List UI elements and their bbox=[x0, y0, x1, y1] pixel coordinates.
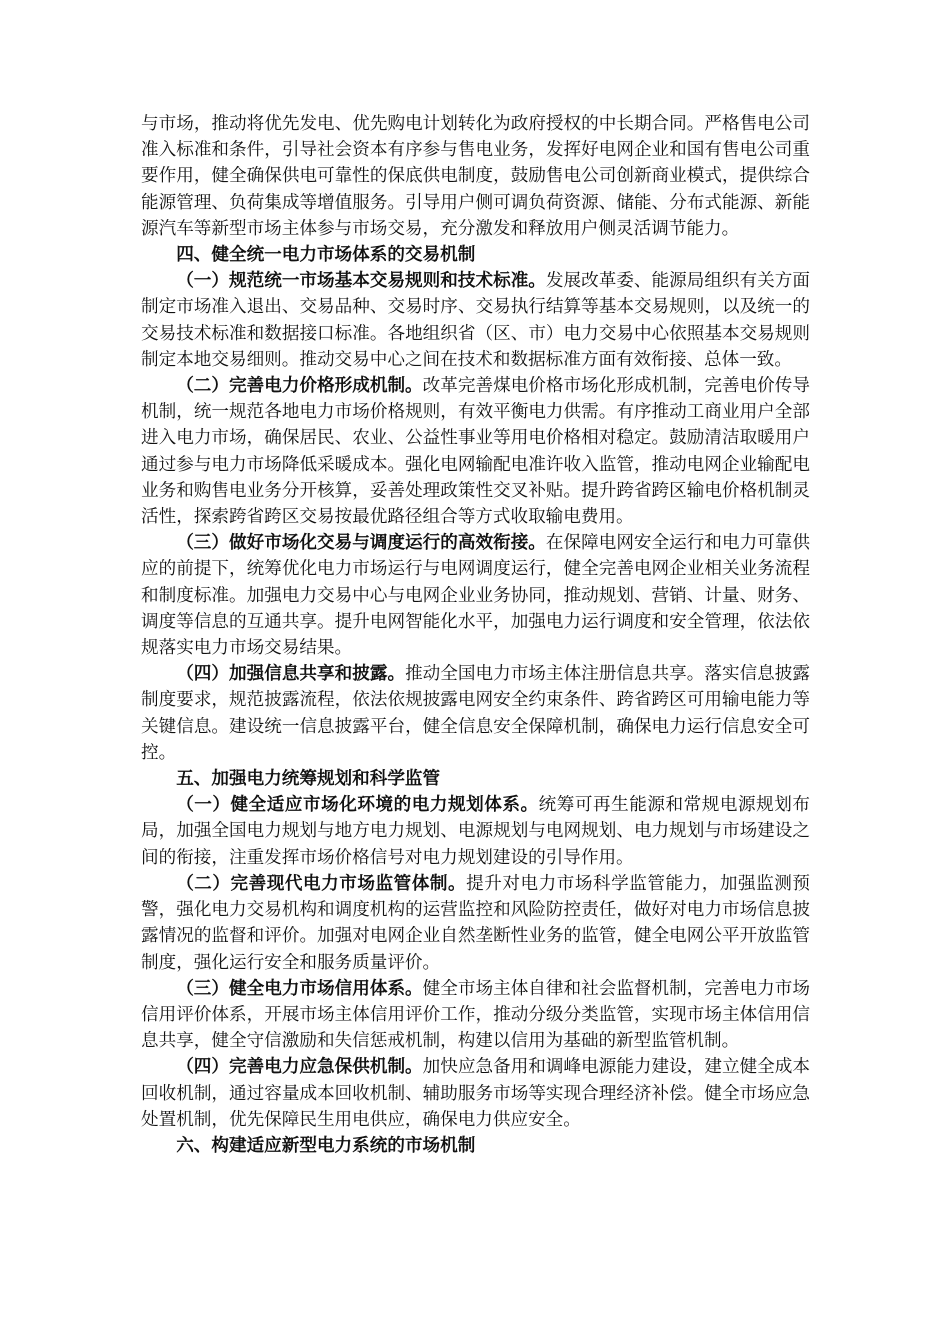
section-4-item-2 bbox=[141, 373, 810, 530]
section-5-item-1 bbox=[141, 792, 810, 871]
section-6-heading: 六、构建适应新型电力系统的市场机制 bbox=[176, 1135, 476, 1156]
section-5-item-3 bbox=[141, 976, 810, 1055]
document-page bbox=[141, 111, 810, 1159]
section-5-item-2-body: 提升对电力市场科学监管能力，加强监测预警，强化电力交易机构和调度机构的运营监控和风险防控责任，做好对电力市场信息披露情况的监督和评价。加强对电网企业自然垄断性业务的监管，健全电网公平开放监管制度，强化运行安全和服务质量评价。 bbox=[141, 873, 810, 973]
section-5-item-2 bbox=[141, 871, 810, 976]
section-4-item-2-title: （二）完善电力价格形成机制。 bbox=[176, 376, 423, 397]
section-4-item-3-title: （三）做好市场化交易与调度运行的高效衔接。 bbox=[176, 533, 546, 554]
section-4-item-1-body: 发展改革委、能源局组织有关方面制定市场准入退出、交易品种、交易时序、交易执行结算等基本交易规则，以及统一的交易技术标准和数据接口标准。各地组织省（区、市）电力交易中心依照基本交易规则制定本地交易细则。推动交易中心之间在技术和数据标准方面有效衔接、总体一致。 bbox=[141, 271, 810, 370]
section-5-heading: 五、加强电力统筹规划和科学监管 bbox=[176, 769, 441, 790]
section-4-item-4-body: 推动全国电力市场主体注册信息共享。落实信息披露制度要求，规范披露流程，依法依规披露电网安全约束条件、跨省跨区可用输电能力等关键信息。建设统一信息披露平台，健全信息安全保障机制，确保电力运行信息安全可控。 bbox=[141, 664, 810, 763]
intro-paragraph: 与市场，推动将优先发电、优先购电计划转化为政府授权的中长期合同。严格售电公司准入标准和条件，引导社会资本有序参与售电业务，发挥好电网企业和国有售电公司重要作用，健全确保供电可靠性的保底供电制度，鼓励售电公司创新商业模式，提供综合能源管理、负荷集成等增值服务。引导用户侧可调负荷资源、储能、分布式能源、新能源汽车等新型市场主体参与市场交易，充分激发和释放用户侧灵活调节能力。 bbox=[141, 114, 810, 239]
section-4-item-3-body: 在保障电网安全运行和电力可靠供应的前提下，统筹优化电力市场运行与电网调度运行，健全完善电网企业相关业务流程和制度标准。加强电力交易中心与电网企业业务协同，推动规划、营销、计量、财务、调度等信息的互通共享。提升电网智能化水平，加强电力运行调度和安全管理，依法依规落实电力市场交易结果。 bbox=[141, 533, 810, 659]
section-5-item-1-title: （一）健全适应市场化环境的电力规划体系。 bbox=[176, 795, 539, 816]
section-5-item-4 bbox=[141, 1054, 810, 1133]
section-4-item-2-body: 改革完善煤电价格市场化形成机制，完善电价传导机制，统一规范各地电力市场价格规则，有效平衡电力供需。有序推动工商业用户全部进入电力市场，确保居民、农业、公益性事业等用电价格相对稳定。鼓励清洁取暖用户通过参与电力市场降低采暖成本。强化电网输配电准许收入监管，推动电网企业输配电业务和购售电业务分开核算，妥善处理政策性交叉补贴。提升跨省跨区输电价格机制灵活性，探索跨省跨区交易按最优路径组合等方式收取输电费用。 bbox=[141, 376, 810, 528]
section-5-item-4-body: 加快应急备用和调峰电源能力建设，建立健全成本回收机制，通过容量成本回收机制、辅助服务市场等实现合理经济补偿。健全市场应急处置机制，优先保障民生用电供应，确保电力供应安全。 bbox=[141, 1057, 810, 1130]
section-5-item-3-body: 健全市场主体自律和社会监督机制，完善电力市场信用评价体系，开展市场主体信用评价工作，推动分级分类监管，实现市场主体信用信息共享，健全守信激励和失信惩戒机制，构建以信用为基础的新型监管机制。 bbox=[141, 978, 810, 1052]
section-4-item-4 bbox=[141, 661, 810, 766]
section-4-item-1 bbox=[141, 268, 810, 373]
section-5-item-4-title: （四）完善电力应急保供机制。 bbox=[176, 1057, 423, 1078]
section-4-heading: 四、健全统一电力市场体系的交易机制 bbox=[176, 245, 476, 266]
section-4-item-1-title: （一）规范统一市场基本交易规则和技术标准。 bbox=[176, 271, 546, 292]
section-4-item-3 bbox=[141, 530, 810, 661]
section-5-item-2-title: （二）完善现代电力市场监管体制。 bbox=[176, 873, 467, 894]
section-4-item-4-title: （四）加强信息共享和披露。 bbox=[176, 664, 406, 685]
section-5-item-3-title: （三）健全电力市场信用体系。 bbox=[176, 978, 423, 999]
section-5-item-1-body: 统筹可再生能源和常规电源规划布局，加强全国电力规划与地方电力规划、电源规划与电网规划、电力规划与市场建设之间的衔接，注重发挥市场价格信号对电力规划建设的引导作用。 bbox=[141, 795, 810, 868]
